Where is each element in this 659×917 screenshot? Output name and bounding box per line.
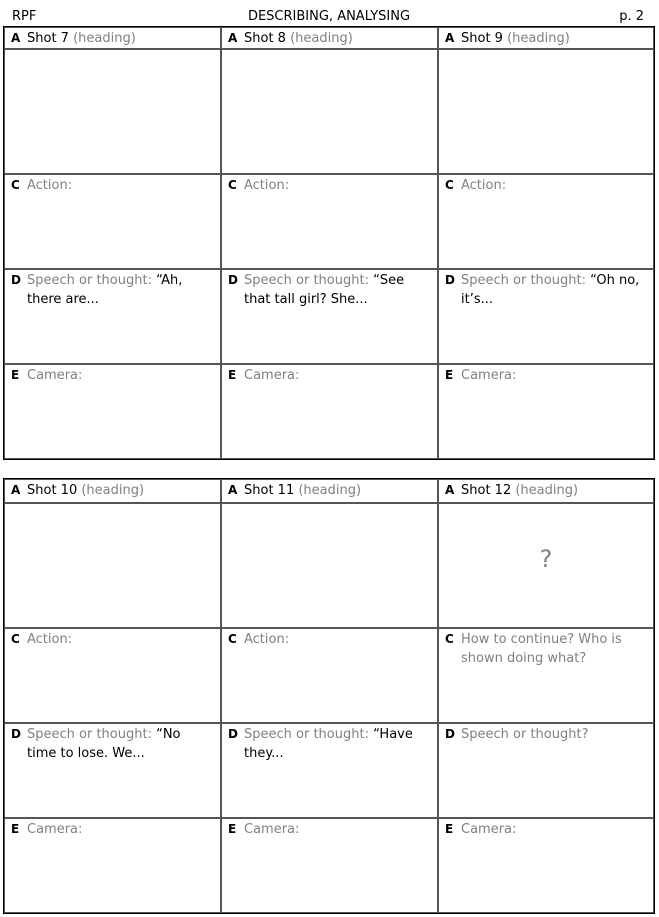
row-letter-c: C <box>228 632 237 646</box>
row-letter-a: A <box>11 31 21 45</box>
shot-10-title: Shot 10 <box>27 483 78 498</box>
heading-hint: (heading) <box>507 31 570 46</box>
shot-11-action-cell[interactable] <box>221 628 438 723</box>
shot-7-heading-cell[interactable] <box>4 27 221 49</box>
shot-8-speech-cell[interactable] <box>221 269 438 364</box>
shot-9-title: Shot 9 <box>461 31 503 46</box>
shot-7-camera-cell[interactable] <box>4 364 221 459</box>
shot-11-camera-cell[interactable] <box>221 818 438 913</box>
shot-12-speech-cell[interactable] <box>438 723 654 818</box>
shot-12-heading-cell[interactable] <box>438 479 654 503</box>
shot-12-action-prompt: How to continue? Who is shown doing what? <box>461 632 622 666</box>
shot-12-action-cell[interactable] <box>438 628 654 723</box>
action-label: Action: <box>461 178 507 193</box>
row-letter-c: C <box>445 632 454 646</box>
heading-hint: (heading) <box>73 31 136 46</box>
shot-9-action-cell[interactable] <box>438 174 654 269</box>
row-letter-e: E <box>228 368 237 382</box>
shot-8-title: Shot 8 <box>244 31 286 46</box>
shot-12-speech-prompt: Speech or thought? <box>461 727 589 742</box>
shot-9-image-box[interactable] <box>438 49 654 174</box>
action-label: Action: <box>244 178 290 193</box>
action-label: Action: <box>27 178 73 193</box>
shot-9-speech-cell[interactable] <box>438 269 654 364</box>
shot-7-speech-text: “Ah, there are... <box>27 273 183 307</box>
shot-12-image-box[interactable] <box>438 503 654 628</box>
heading-hint: (heading) <box>298 483 362 498</box>
speech-label: Speech or thought: <box>27 273 152 288</box>
camera-label: Camera: <box>27 368 83 383</box>
action-label: Action: <box>27 632 73 647</box>
shot-8-image-box[interactable] <box>221 49 438 174</box>
row-letter-d: D <box>445 727 455 741</box>
speech-label: Speech or thought: <box>244 727 369 742</box>
shot-9-heading-cell[interactable] <box>438 27 654 49</box>
row-letter-e: E <box>445 822 454 836</box>
shot-11-title: Shot 11 <box>244 483 295 498</box>
shot-7-title: Shot 7 <box>27 31 69 46</box>
shot-8-speech-text: “See that tall girl? She... <box>244 273 405 307</box>
shot-9-camera-cell[interactable] <box>438 364 654 459</box>
shot-12-camera-cell[interactable] <box>438 818 654 913</box>
shot-9-speech-text: “Oh no, it’s... <box>461 273 640 307</box>
page-header <box>4 6 654 26</box>
camera-label: Camera: <box>461 368 517 383</box>
storyboard-top <box>3 26 655 460</box>
shot-10-heading-cell[interactable] <box>4 479 221 503</box>
row-letter-d: D <box>11 273 21 287</box>
shot-10-action-cell[interactable] <box>4 628 221 723</box>
speech-label: Speech or thought: <box>461 273 586 288</box>
shot-8-camera-cell[interactable] <box>221 364 438 459</box>
row-letter-e: E <box>11 822 20 836</box>
speech-label: Speech or thought: <box>244 273 369 288</box>
page-number: p. 2 <box>619 9 644 24</box>
row-letter-d: D <box>228 273 238 287</box>
shot-7-speech-cell[interactable] <box>4 269 221 364</box>
action-label: Action: <box>244 632 290 647</box>
shot-7-action-cell[interactable] <box>4 174 221 269</box>
heading-hint: (heading) <box>290 31 353 46</box>
row-letter-a: A <box>228 31 238 45</box>
camera-label: Camera: <box>461 822 517 837</box>
shot-10-speech-cell[interactable] <box>4 723 221 818</box>
storyboard-bottom <box>3 478 655 914</box>
row-letter-c: C <box>11 632 20 646</box>
row-letter-d: D <box>228 727 238 741</box>
header-title: DESCRIBING, ANALYSING <box>247 9 411 24</box>
shot-11-speech-text: “Have they... <box>244 727 413 761</box>
row-letter-e: E <box>228 822 237 836</box>
shot-10-image-box[interactable] <box>4 503 221 628</box>
shot-11-image-box[interactable] <box>221 503 438 628</box>
speech-label: Speech or thought: <box>27 727 152 742</box>
shot-10-speech-text: “No time to lose. We... <box>27 727 181 761</box>
row-letter-c: C <box>445 178 454 192</box>
heading-hint: (heading) <box>81 483 145 498</box>
heading-hint: (heading) <box>515 483 579 498</box>
shot-11-heading-cell[interactable] <box>221 479 438 503</box>
row-letter-a: A <box>228 483 238 497</box>
row-letter-d: D <box>11 727 21 741</box>
row-letter-a: A <box>11 483 21 497</box>
row-letter-a: A <box>445 31 455 45</box>
question-mark-placeholder: ? <box>539 545 553 573</box>
row-letter-c: C <box>11 178 20 192</box>
row-letter-e: E <box>11 368 20 382</box>
row-letter-a: A <box>445 483 455 497</box>
row-letter-e: E <box>445 368 454 382</box>
shot-8-action-cell[interactable] <box>221 174 438 269</box>
shot-10-camera-cell[interactable] <box>4 818 221 913</box>
header-left-label: RPF <box>12 9 37 24</box>
camera-label: Camera: <box>27 822 83 837</box>
row-letter-c: C <box>228 178 237 192</box>
camera-label: Camera: <box>244 368 300 383</box>
shot-8-heading-cell[interactable] <box>221 27 438 49</box>
shot-11-speech-cell[interactable] <box>221 723 438 818</box>
shot-7-image-box[interactable] <box>4 49 221 174</box>
row-letter-d: D <box>445 273 455 287</box>
shot-12-title: Shot 12 <box>461 483 512 498</box>
camera-label: Camera: <box>244 822 300 837</box>
